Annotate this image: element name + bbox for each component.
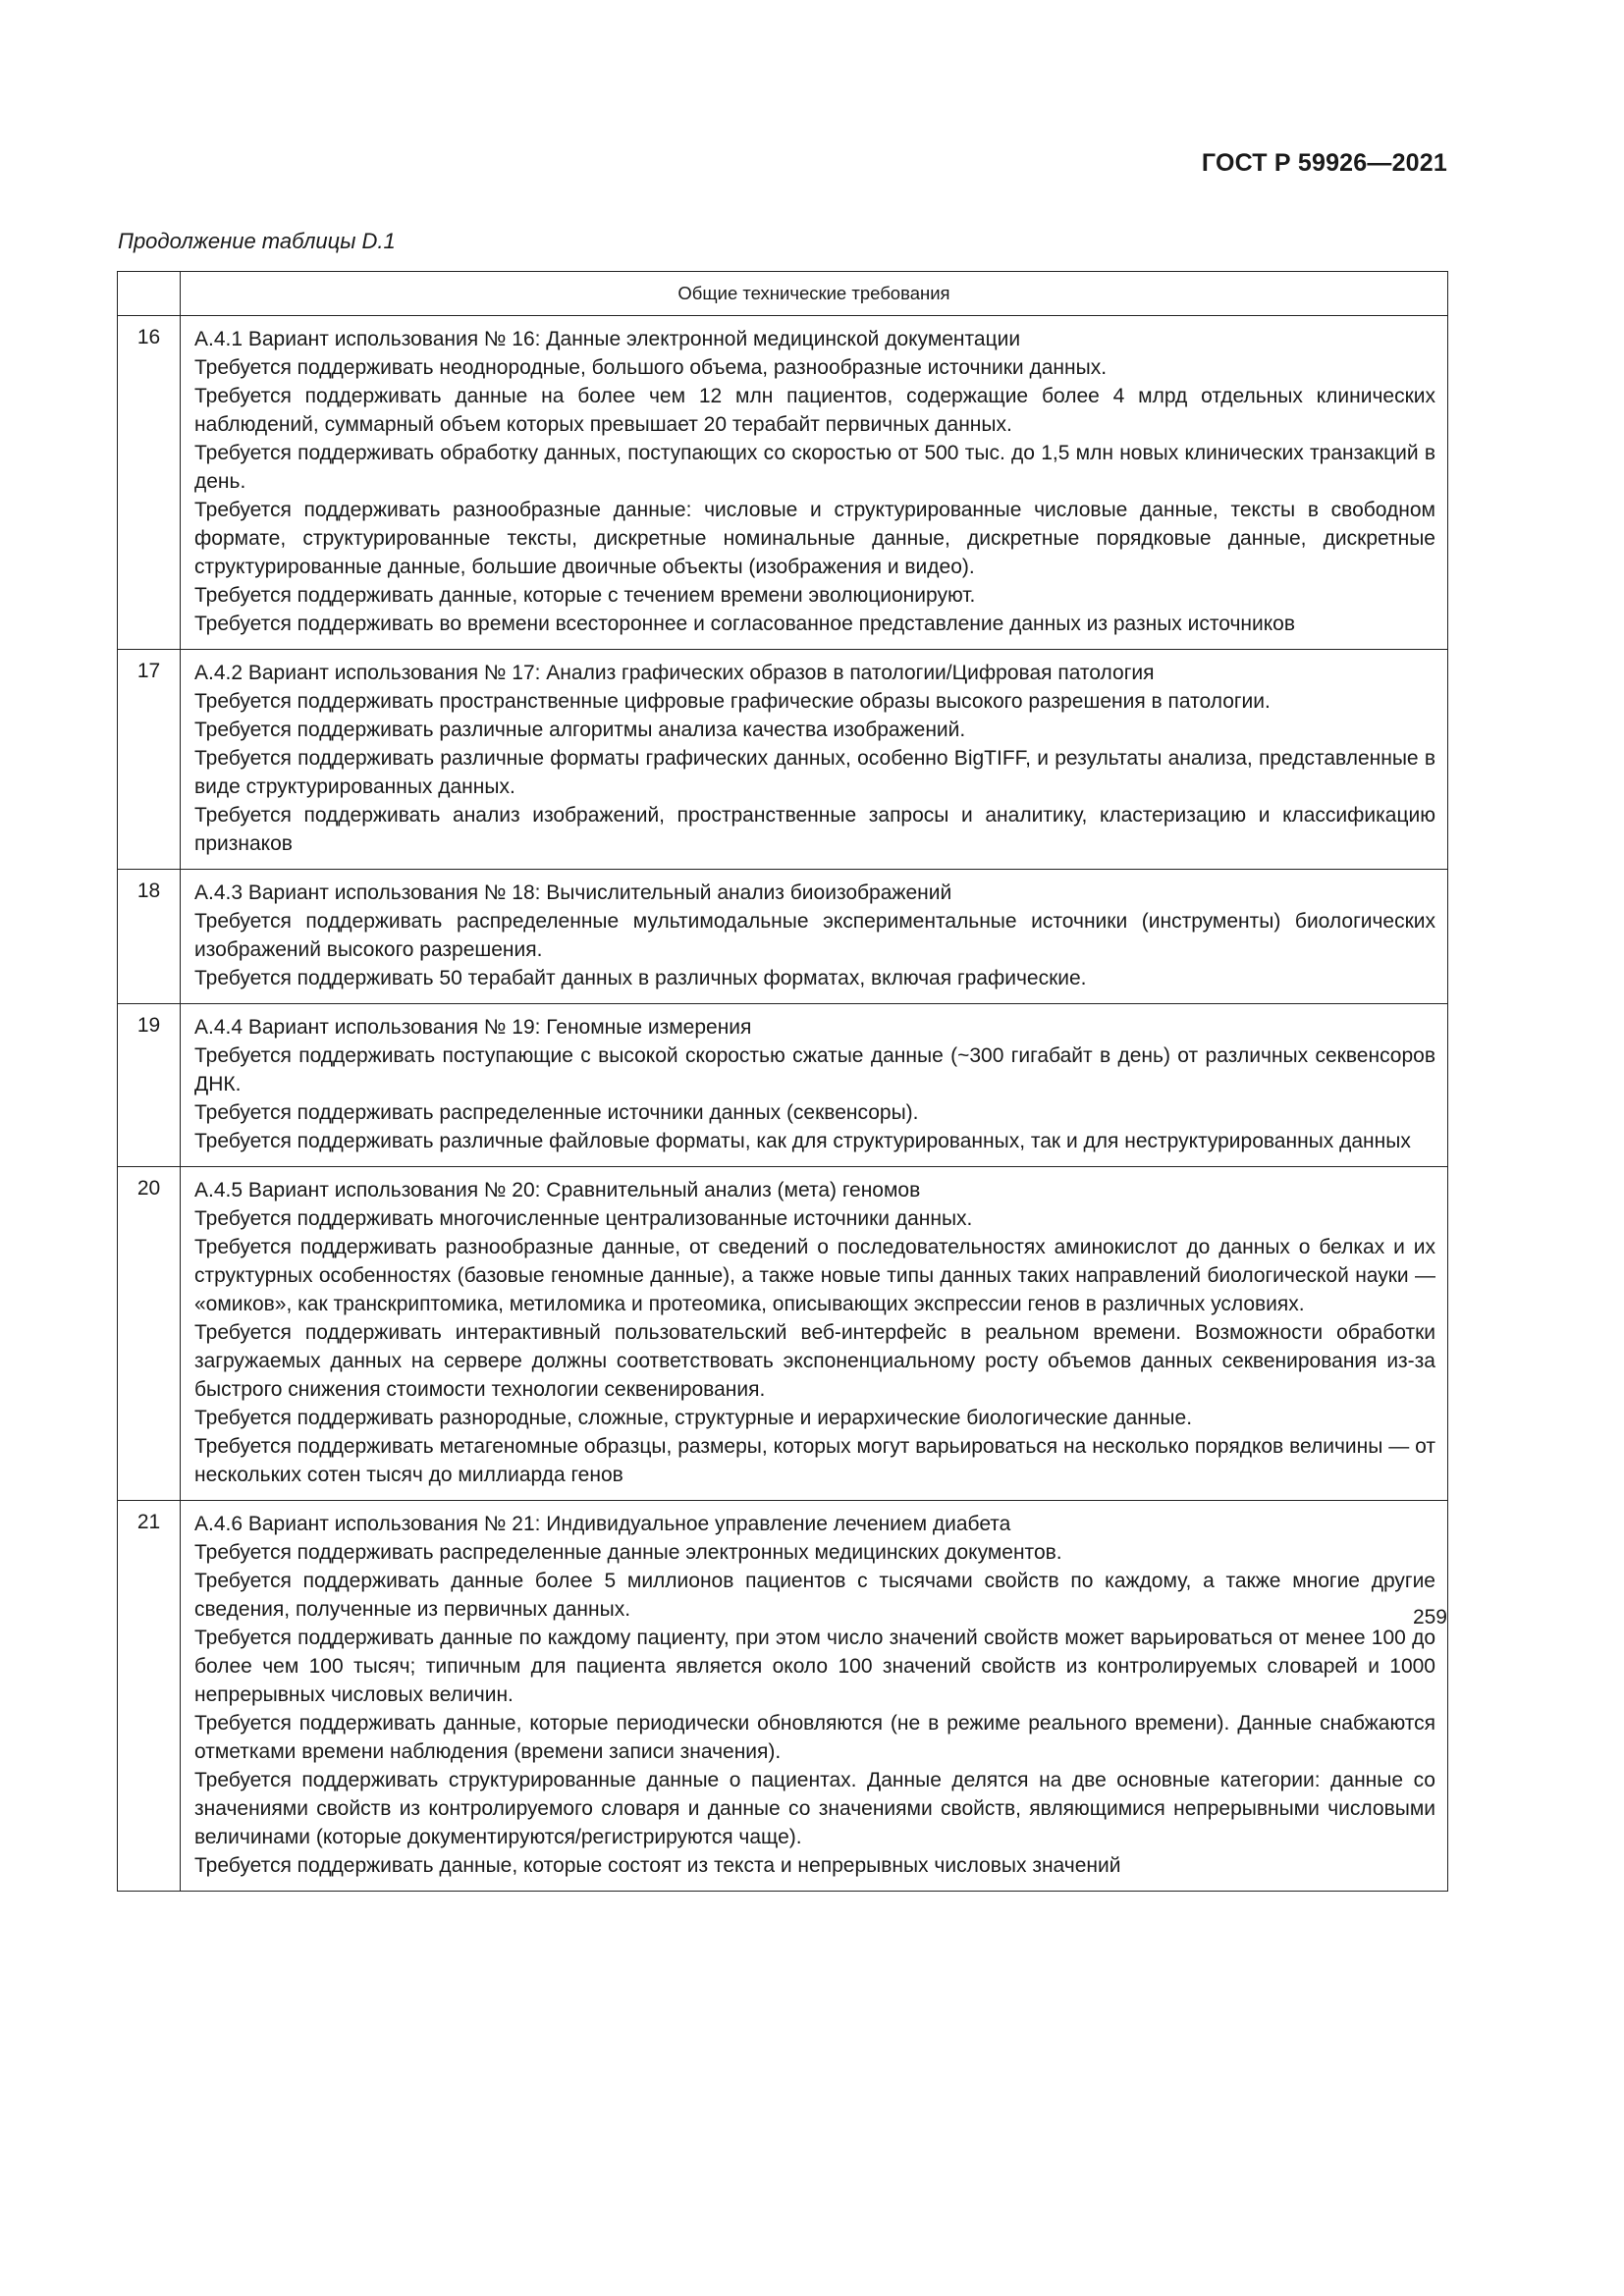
requirement-text: Требуется поддерживать распределенные источники данных (секвенсоры). xyxy=(194,1101,919,1124)
requirement-text: Требуется поддерживать во времени всестороннее и согласованное представление данных из разных источников xyxy=(194,613,1295,635)
requirements-cell xyxy=(181,870,1448,1004)
row-number: 16 xyxy=(118,316,181,650)
table-row xyxy=(118,870,1448,1004)
column-header: Общие технические требования xyxy=(181,272,1448,316)
requirement-text: Требуется поддерживать разнородные, сложные, структурные и иерархические биологические данные. xyxy=(194,1407,1193,1429)
requirement-text: Требуется поддерживать интерактивный пользовательский веб-интерфейс в реальном времени. Возможности обработки загружаемых данных на сервере должны соответствовать экспоненциальному росту объемов данных секвенирования из-за быстрого снижения стоимости технологии секвенирования. xyxy=(194,1321,1435,1401)
requirement-text: Требуется поддерживать анализ изображений, пространственные запросы и аналитику, кластеризацию и классификацию признаков xyxy=(194,804,1435,855)
requirement-text: Требуется поддерживать различные файловые форматы, как для структурированных, так и для неструктурированных данных xyxy=(194,1130,1411,1152)
requirement-text: Требуется поддерживать данные на более чем 12 млн пациентов, содержащие более 4 млрд отдельных клинических наблюдений, суммарный объем которых превышает 20 терабайт первичных данных. xyxy=(194,385,1435,436)
row-number: 17 xyxy=(118,650,181,870)
requirement-text: Требуется поддерживать данные более 5 миллионов пациентов с тысячами свойств по каждому, а также многие другие сведения, полученные из первичных данных. xyxy=(194,1570,1435,1621)
table-row xyxy=(118,1004,1448,1167)
use-case-title: А.4.4 Вариант использования № 19: Геномные измерения xyxy=(194,1016,752,1039)
requirement-text: Требуется поддерживать различные алгоритмы анализа качества изображений. xyxy=(194,719,966,741)
requirement-text: Требуется поддерживать данные, которые состоят из текста и непрерывных числовых значений xyxy=(194,1854,1121,1877)
row-number: 21 xyxy=(118,1501,181,1892)
requirement-text: Требуется поддерживать данные, которые периодически обновляются (не в режиме реального времени). Данные снабжаются отметками времени наблюдения (времени записи значения). xyxy=(194,1712,1435,1763)
requirement-text: Требуется поддерживать различные форматы графических данных, особенно BigTIFF, и результаты анализа, представленные в виде структурированных данных. xyxy=(194,747,1435,798)
requirement-text: Требуется поддерживать метагеномные образцы, размеры, которых могут варьироваться на несколько порядков величины — от нескольких сотен тысяч до миллиарда генов xyxy=(194,1435,1435,1486)
use-case-title: А.4.2 Вариант использования № 17: Анализ графических образов в патологии/Цифровая патология xyxy=(194,662,1155,684)
requirements-cell xyxy=(181,1167,1448,1501)
requirement-text: Требуется поддерживать неоднородные, большого объема, разнообразные источники данных. xyxy=(194,356,1108,379)
page-number: 259 xyxy=(1412,1606,1447,1629)
requirement-text: Требуется поддерживать распределенные данные электронных медицинских документов. xyxy=(194,1541,1062,1564)
requirements-table xyxy=(117,271,1448,1892)
table-row xyxy=(118,316,1448,650)
requirements-cell xyxy=(181,316,1448,650)
table-caption: Продолжение таблицы D.1 xyxy=(118,229,396,253)
num-header-cell xyxy=(118,272,181,316)
requirement-text: Требуется поддерживать поступающие с высокой скоростью сжатые данные (~300 гигабайт в день) от различных секвенсоров ДНК. xyxy=(194,1044,1435,1095)
use-case-title: А.4.1 Вариант использования № 16: Данные электронной медицинской документации xyxy=(194,328,1021,350)
requirement-text: Требуется поддерживать пространственные цифровые графические образы высокого разрешения в патологии. xyxy=(194,690,1271,713)
standard-code: ГОСТ Р 59926—2021 xyxy=(1201,149,1447,177)
requirement-text: Требуется поддерживать структурированные данные о пациентах. Данные делятся на две основные категории: данные со значениями свойств из контролируемого словаря и данные со значениями свойств, являющимися непрерывными числовыми величинами (которые документируются/регистрируются чаще). xyxy=(194,1769,1435,1848)
table-row xyxy=(118,650,1448,870)
requirement-text: Требуется поддерживать многочисленные централизованные источники данных. xyxy=(194,1207,973,1230)
requirement-text: Требуется поддерживать обработку данных, поступающих со скоростью от 500 тыс. до 1,5 млн новых клинических транзакций в день. xyxy=(194,442,1435,493)
requirement-text: Требуется поддерживать разнообразные данные: числовые и структурированные числовые данные, тексты в свободном формате, структурированные тексты, дискретные номинальные данные, дискретные порядковые данные, дискретные структурированные данные, большие двоичные объекты (изображения и видео). xyxy=(194,499,1435,578)
requirement-text: Требуется поддерживать распределенные мультимодальные экспериментальные источники (инструменты) биологических изображений высокого разрешения. xyxy=(194,910,1435,961)
requirement-text: Требуется поддерживать 50 терабайт данных в различных форматах, включая графические. xyxy=(194,967,1087,989)
requirement-text: Требуется поддерживать разнообразные данные, от сведений о последовательностях аминокислот до данных о белках и их структурных особенностях (базовые геномные данные), а также новые типы данных таких направлений биологической науки — «омиков», как транскриптомика, метиломика и протеомика, описывающих экспрессии генов в различных условиях. xyxy=(194,1236,1435,1315)
table-body xyxy=(118,316,1448,1892)
table-row xyxy=(118,1501,1448,1892)
row-number: 18 xyxy=(118,870,181,1004)
requirement-text: Требуется поддерживать данные по каждому пациенту, при этом число значений свойств может варьироваться от менее 100 до более чем 100 тысяч; типичным для пациента является около 100 значений свойств из контролируемых словарей и 1000 непрерывных числовых величин. xyxy=(194,1627,1435,1706)
table-header-row xyxy=(118,272,1448,316)
use-case-title: А.4.6 Вариант использования № 21: Индивидуальное управление лечением диабета xyxy=(194,1513,1011,1535)
requirements-cell xyxy=(181,1501,1448,1892)
row-number: 20 xyxy=(118,1167,181,1501)
requirements-cell xyxy=(181,1004,1448,1167)
requirements-cell xyxy=(181,650,1448,870)
table-row xyxy=(118,1167,1448,1501)
row-number: 19 xyxy=(118,1004,181,1167)
requirement-text: Требуется поддерживать данные, которые с течением времени эволюционируют. xyxy=(194,584,976,607)
use-case-title: А.4.3 Вариант использования № 18: Вычислительный анализ биоизображений xyxy=(194,881,952,904)
use-case-title: А.4.5 Вариант использования № 20: Сравнительный анализ (мета) геномов xyxy=(194,1179,921,1201)
